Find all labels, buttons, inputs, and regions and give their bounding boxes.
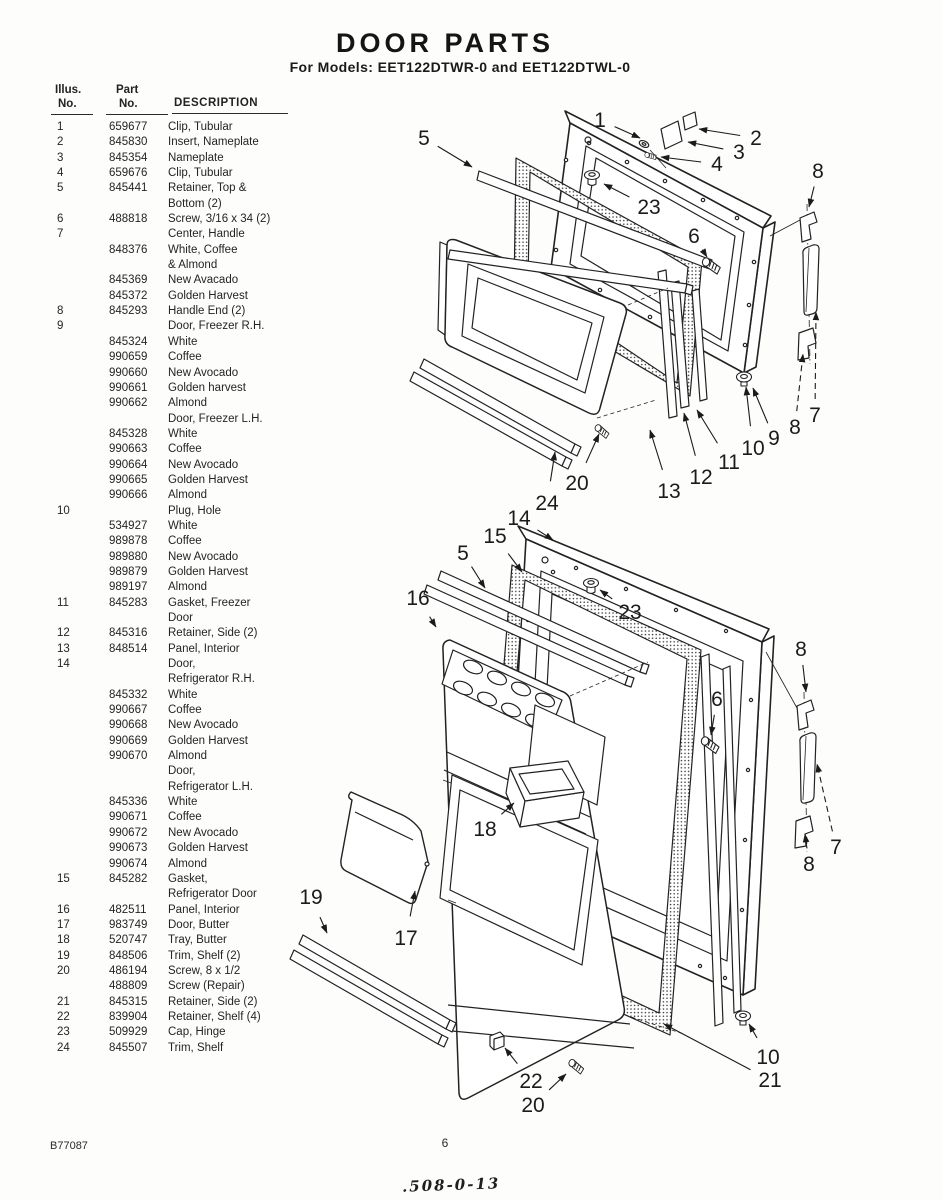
description-cell: Retainer, Shelf (4) [168, 1010, 261, 1023]
leader-arrow [815, 312, 816, 399]
leader-arrow [809, 187, 814, 207]
description-cell: Refrigerator L.H. [168, 780, 254, 793]
description-cell: Refrigerator R.H. [168, 673, 255, 686]
description-cell: White [168, 688, 198, 701]
callout-number: 14 [507, 507, 531, 530]
callout-number: 8 [803, 853, 815, 876]
illus-no-cell: 24 [57, 1041, 70, 1054]
col-header-illus: Illus. [55, 84, 82, 96]
part-no-cell: 848376 [109, 243, 148, 256]
butter-door [341, 792, 429, 903]
leader-arrow [817, 764, 832, 831]
callout-number: 7 [830, 836, 842, 859]
part-no-cell: 845315 [109, 995, 148, 1008]
illus-no-cell: 7 [57, 228, 64, 241]
description-cell: & Almond [168, 259, 218, 272]
description-cell: Refrigerator Door [168, 888, 257, 901]
description-cell: Retainer, Side (2) [168, 627, 258, 640]
part-no-cell: 659677 [109, 121, 148, 133]
description-cell: White, Coffee [168, 243, 238, 256]
description-cell: Bottom (2) [168, 197, 222, 210]
description-cell: Cap, Hinge [168, 1026, 226, 1039]
callout-number: 20 [565, 472, 589, 495]
description-cell: Coffee [168, 811, 202, 824]
description-cell: Panel, Interior [168, 903, 240, 916]
callout-number: 6 [688, 225, 700, 248]
illus-no-cell: 16 [57, 903, 70, 916]
description-cell: Golden Harvest [168, 842, 248, 855]
illus-no-cell: 4 [57, 167, 64, 180]
leader-arrow [699, 129, 740, 136]
leader-arrow [430, 617, 436, 627]
part-no-cell: 990669 [109, 734, 148, 747]
description-cell: Tray, Butter [168, 934, 227, 947]
illus-no-cell: 6 [57, 213, 64, 226]
description-cell: White [168, 427, 198, 440]
callout-number: 5 [457, 542, 469, 565]
leader-arrow [472, 567, 485, 588]
description-cell: Gasket, Freezer [168, 596, 251, 609]
illus-no-cell: 21 [57, 995, 70, 1008]
illus-no-cell: 10 [57, 504, 70, 517]
description-cell: Almond [168, 489, 207, 502]
callout-number: 16 [406, 587, 430, 610]
part-no-cell: 983749 [109, 918, 148, 931]
leader-arrow [664, 1024, 751, 1070]
handle-assembly [798, 204, 819, 364]
leader-arrow [615, 127, 640, 138]
part-no-cell: 990663 [109, 443, 148, 456]
part-no-cell: 486194 [109, 964, 148, 977]
description-cell: Golden Harvest [168, 473, 248, 486]
document-code: B77087 [50, 1140, 88, 1152]
description-cell: Handle End (2) [168, 305, 246, 318]
part-no-cell: 845441 [109, 182, 148, 195]
description-cell: Clip, Tubular [168, 121, 233, 133]
part-no-cell: 989880 [109, 550, 148, 563]
part-no-cell: 848514 [109, 642, 148, 655]
callout-number: 15 [483, 525, 507, 548]
description-cell: Almond [168, 857, 207, 870]
description-cell: Door, Freezer R.H. [168, 320, 265, 333]
description-cell: Insert, Nameplate [168, 136, 259, 149]
part-no-cell: 989878 [109, 535, 148, 548]
part-no-cell: 990673 [109, 842, 148, 855]
description-cell: Panel, Interior [168, 642, 240, 655]
shelf-screw [593, 424, 610, 439]
part-no-cell: 845336 [109, 796, 148, 809]
illus-no-cell: 17 [57, 918, 70, 931]
callout-number: 8 [812, 160, 824, 183]
description-cell: Trim, Shelf (2) [168, 949, 241, 962]
description-cell: Center, Handle [168, 228, 245, 241]
callout-number: 12 [689, 466, 713, 489]
part-no-cell: 488818 [109, 213, 148, 226]
part-no-cell: 845324 [109, 335, 148, 348]
part-no-cell: 990664 [109, 458, 148, 471]
model-subtitle: For Models: EET122DTWR-0 and EET122DTWL-0 [289, 59, 631, 75]
col-header-part: Part [116, 84, 139, 96]
leader-arrow [684, 413, 695, 456]
part-no-cell: 659676 [109, 167, 148, 180]
hole-plug [736, 1011, 751, 1025]
description-cell: Retainer, Top & [168, 182, 247, 195]
description-cell: New Avocado [168, 366, 239, 379]
callout-number: 10 [756, 1046, 780, 1069]
description-cell: Screw, 8 x 1/2 [168, 964, 241, 977]
description-cell: Screw, 3/16 x 34 (2) [168, 213, 271, 226]
part-no-cell: 990670 [109, 750, 148, 763]
callout-number: 24 [535, 492, 559, 515]
leader-arrow [749, 1024, 757, 1038]
col-header-illus-no: No. [58, 98, 77, 110]
illus-no-cell: 18 [57, 934, 70, 947]
description-cell: New Avocado [168, 458, 239, 471]
description-cell: Nameplate [168, 151, 224, 164]
handle-assembly [795, 692, 816, 852]
leader-arrow [797, 354, 803, 411]
leader-arrow [438, 146, 472, 167]
description-cell: White [168, 796, 198, 809]
description-cell: Plug, Hole [168, 504, 222, 517]
description-cell: Door, [168, 658, 196, 671]
shelf-retainer-clip [490, 1032, 504, 1050]
part-no-cell: 990672 [109, 826, 148, 839]
leader-arrow [661, 157, 701, 162]
illus-no-cell: 8 [57, 305, 64, 318]
description-cell: New Avocado [168, 719, 239, 732]
callout-number: 6 [711, 688, 723, 711]
handwritten-note: .508-0-13 [401, 1174, 501, 1196]
illus-no-cell: 13 [57, 642, 70, 655]
leader-arrow [803, 665, 806, 692]
description-cell: White [168, 519, 198, 532]
description-cell: Almond [168, 750, 207, 763]
description-cell: Coffee [168, 351, 202, 364]
hole-plug [737, 372, 752, 386]
description-cell: Coffee [168, 535, 202, 548]
leader-arrow [746, 387, 750, 426]
leader-arrow [753, 388, 768, 423]
description-cell: Clip, Tubular [168, 167, 233, 180]
part-no-cell: 845283 [109, 596, 148, 609]
part-no-cell: 990665 [109, 473, 148, 486]
description-cell: Door, Butter [168, 918, 230, 931]
part-no-cell: 845316 [109, 627, 148, 640]
description-cell: Door, [168, 765, 196, 778]
illus-no-cell: 23 [57, 1026, 70, 1039]
freezer-door-diagram [410, 111, 819, 469]
leader-arrow [586, 434, 599, 463]
illus-no-cell: 11 [57, 596, 69, 609]
callout-number: 3 [733, 141, 745, 164]
illus-no-cell: 3 [57, 151, 64, 164]
shelf-screw [567, 1059, 585, 1075]
callout-number: 21 [758, 1069, 782, 1092]
nameplate [661, 121, 682, 149]
part-no-cell: 534927 [109, 519, 148, 532]
part-no-cell: 990659 [109, 351, 148, 364]
leader-arrow [320, 917, 327, 933]
callout-number: 4 [711, 153, 723, 176]
callout-number: 23 [618, 601, 642, 624]
description-cell: Coffee [168, 443, 202, 456]
part-no-cell: 990661 [109, 381, 148, 394]
part-no-cell: 990667 [109, 704, 148, 717]
description-cell: Gasket, [168, 872, 208, 885]
callout-number: 19 [299, 886, 323, 909]
butter-tray [506, 761, 584, 827]
leader-arrow [697, 410, 717, 443]
description-cell: Almond [168, 581, 207, 594]
page-title: DOOR PARTS [335, 28, 554, 58]
callout-number: 9 [768, 427, 780, 450]
description-cell: New Avacado [168, 274, 239, 287]
col-header-part-no: No. [119, 98, 138, 110]
callout-number: 1 [594, 109, 606, 132]
part-no-cell: 845332 [109, 688, 148, 701]
part-no-cell: 990666 [109, 489, 148, 502]
part-no-cell: 845354 [109, 151, 148, 164]
description-cell: Golden Harvest [168, 734, 248, 747]
illus-no-cell: 22 [57, 1010, 70, 1023]
description-cell: Almond [168, 397, 207, 410]
part-no-cell: 509929 [109, 1026, 148, 1039]
illus-no-cell: 2 [57, 136, 64, 149]
nameplate-insert [683, 112, 697, 130]
part-no-cell: 845293 [109, 305, 148, 318]
part-no-cell: 845328 [109, 427, 148, 440]
description-cell: Retainer, Side (2) [168, 995, 258, 1008]
illus-no-cell: 1 [57, 121, 64, 133]
leader-arrow [549, 1074, 566, 1090]
callout-number: 13 [657, 480, 681, 503]
part-no-cell: 845369 [109, 274, 148, 287]
description-cell: Golden Harvest [168, 565, 248, 578]
description-cell: Coffee [168, 704, 202, 717]
callout-number: 11 [718, 451, 740, 474]
part-no-cell: 520747 [109, 934, 148, 947]
description-cell: Golden Harvest [168, 289, 248, 302]
part-no-cell: 989197 [109, 581, 148, 594]
refrigerator-door-diagram [290, 526, 816, 1099]
part-no-cell: 848506 [109, 949, 148, 962]
callout-number: 23 [637, 196, 661, 219]
leader-arrow [650, 430, 662, 470]
part-no-cell: 845830 [109, 136, 148, 149]
description-cell: Door [168, 612, 193, 624]
illus-no-cell: 12 [57, 627, 70, 640]
illus-no-cell: 15 [57, 872, 70, 885]
shelf-trim-strips [290, 935, 456, 1047]
callout-number: 20 [521, 1094, 545, 1117]
part-no-cell: 488809 [109, 980, 148, 993]
description-cell: Golden harvest [168, 381, 246, 394]
part-no-cell: 989879 [109, 565, 148, 578]
callout-number: 22 [519, 1070, 543, 1093]
part-no-cell: 845372 [109, 289, 148, 302]
nameplate-clip [638, 139, 650, 149]
col-header-description: DESCRIPTION [174, 97, 259, 109]
description-cell: Door, Freezer L.H. [168, 412, 263, 425]
description-cell: Trim, Shelf [168, 1041, 224, 1054]
callout-number: 18 [473, 818, 497, 841]
leader-arrow [688, 142, 723, 149]
part-no-cell: 990674 [109, 857, 148, 870]
description-cell: Screw (Repair) [168, 980, 245, 993]
description-cell: White [168, 335, 198, 348]
callout-number: 2 [750, 127, 762, 150]
illus-no-cell: 9 [57, 320, 64, 333]
illus-no-cell: 14 [57, 658, 70, 671]
illus-no-cell: 20 [57, 964, 70, 977]
callout-number: 17 [394, 927, 418, 950]
description-cell: New Avocado [168, 826, 239, 839]
callout-number: 7 [809, 404, 821, 427]
callout-number: 5 [418, 127, 430, 150]
part-no-cell: 482511 [109, 903, 147, 916]
part-no-cell: 990660 [109, 366, 148, 379]
part-no-cell: 845507 [109, 1041, 148, 1054]
illus-no-cell: 19 [57, 949, 70, 962]
part-no-cell: 990662 [109, 397, 148, 410]
page-number: 6 [441, 1136, 449, 1150]
description-cell: New Avocado [168, 550, 239, 563]
illus-no-cell: 5 [57, 182, 64, 195]
part-no-cell: 990671 [109, 811, 148, 824]
callout-number: 10 [741, 437, 765, 460]
callout-number: 8 [795, 638, 807, 661]
part-no-cell: 845282 [109, 872, 148, 885]
part-no-cell: 990668 [109, 719, 148, 732]
callout-number: 8 [789, 416, 801, 439]
part-no-cell: 839904 [109, 1010, 148, 1023]
